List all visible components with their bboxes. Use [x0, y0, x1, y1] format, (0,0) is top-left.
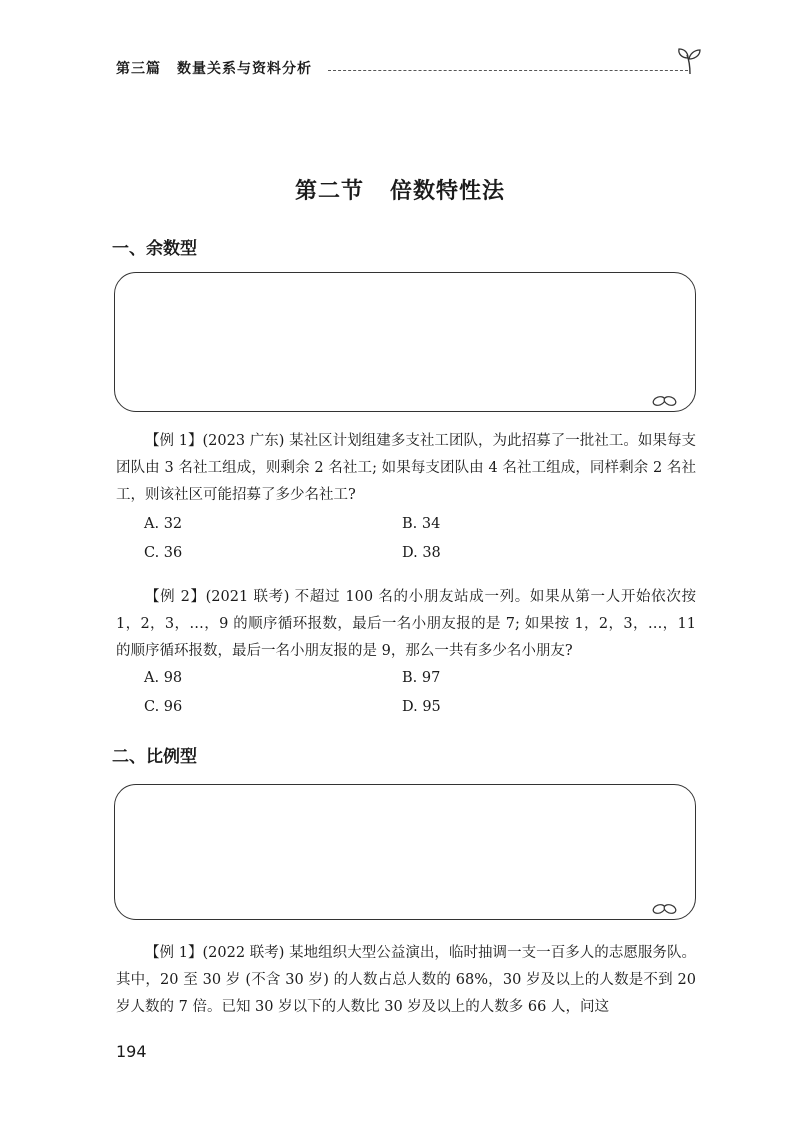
- section-heading-2: 二、比例型: [112, 747, 197, 767]
- option-d: D. 95: [402, 699, 441, 715]
- double-leaf-icon: [652, 394, 678, 408]
- option-c: C. 36: [144, 545, 183, 561]
- section-title: 第二节 倍数特性法: [295, 178, 505, 204]
- sprout-icon: [676, 46, 704, 76]
- option-b: B. 97: [402, 670, 441, 686]
- header-text: [116, 58, 312, 78]
- double-leaf-icon: [652, 902, 678, 916]
- page-number: 194: [116, 1042, 147, 1061]
- note-box-2: [114, 784, 696, 920]
- option-a: A. 32: [144, 516, 183, 532]
- option-c: C. 96: [144, 699, 183, 715]
- option-a: A. 98: [144, 670, 183, 686]
- header-title: 数量关系与资料分析: [177, 61, 312, 77]
- header-part: 第三篇: [116, 61, 161, 77]
- header-divider: [328, 70, 688, 71]
- option-b: B. 34: [402, 516, 441, 532]
- running-header: [116, 56, 706, 80]
- example-2-text: 【例 2】(2021 联考) 不超过 100 名的小朋友站成一列。如果从第一人开始依次按 1，2，3，…，9 的顺序循环报数，最后一名小朋友报的是 7; 如果按 1，2，3，…，11 的顺序循环报数，最后一名小朋友报的是 9，那么一共有多少名小朋友?: [116, 589, 696, 659]
- example-3-text: 【例 1】(2022 联考) 某地组织大型公益演出，临时抽调一支一百多人的志愿服务队。其中，20 至 30 岁 (不含 30 岁) 的人数占总人数的 68%，30 岁及以上的人数是不到 20 岁人数的 7 倍。已知 30 岁以下的人数比 30 岁及以上的人数多 66 人，问这: [116, 945, 696, 1015]
- example-1-text: 【例 1】(2023 广东) 某社区计划组建多支社工团队，为此招募了一批社工。如果每支团队由 3 名社工组成，则剩余 2 名社工; 如果每支团队由 4 名社工组成，同样剩余 2 名社工，则该社区可能招募了多少名社工?: [116, 433, 696, 503]
- option-d: D. 38: [402, 545, 441, 561]
- note-box-1: [114, 272, 696, 412]
- section-heading-1: 一、余数型: [112, 239, 197, 259]
